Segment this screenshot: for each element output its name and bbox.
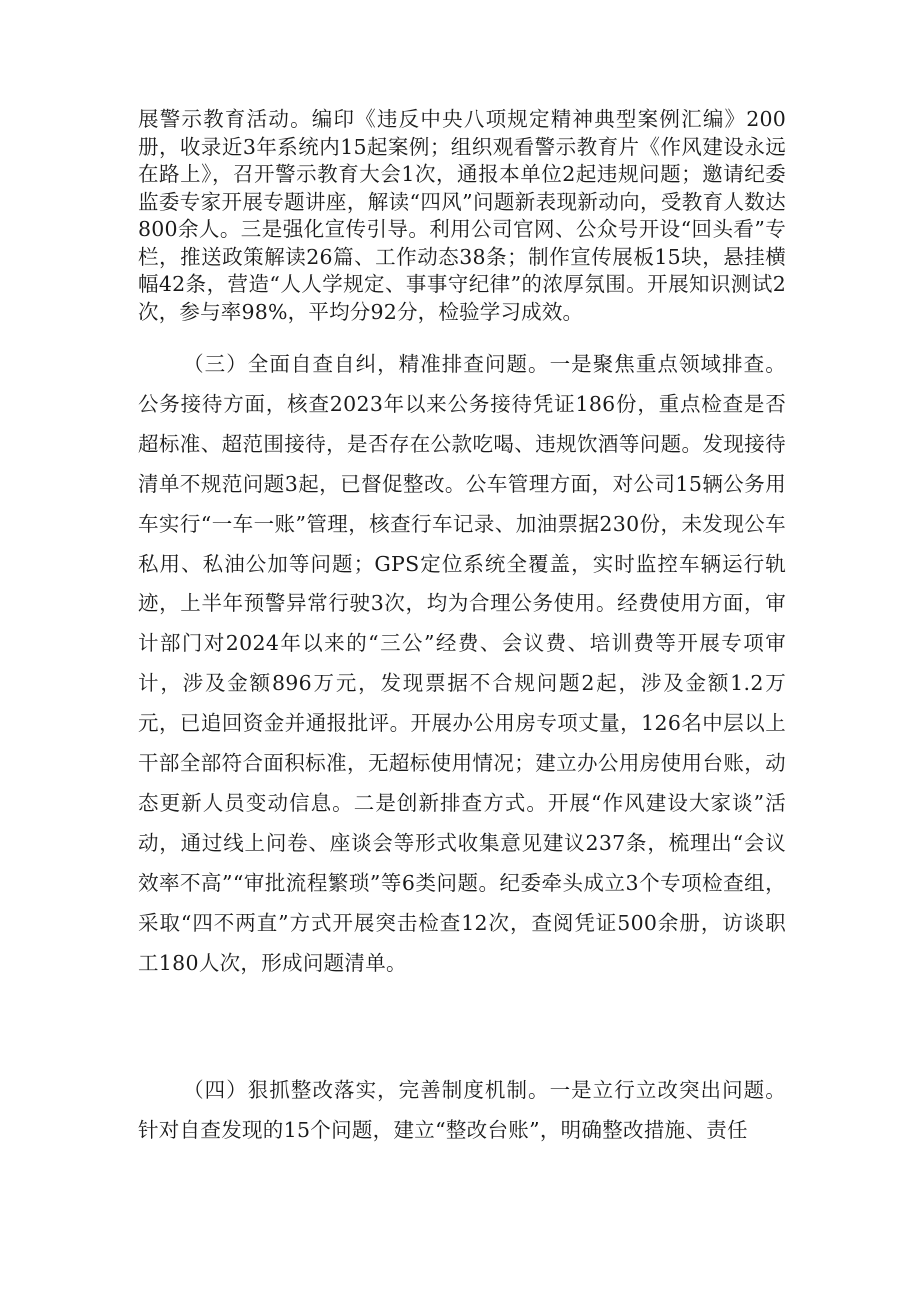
paragraph-warning-education: 展警示教育活动。编印《违反中央八项规定精神典型案例汇编》200册，收录近3年系统内15起案例；组织观看警示教育片《作风建设永远在路上》，召开警示教育大会1次，通报本单位2起违规问题；邀请纪委监委专家开展专题讲座，解读“四风”问题新表现新动向，受教育人数达800余人。三是强化宣传引导。利用公司官网、公众号开设“回头看”专栏，推送政策解读26篇、工作动态38条；制作宣传展板15块，悬挂横幅42条，营造“人人学规定、事事守纪律”的浓厚氛围。开展知识测试2次，参与率98%，平均分92分，检验学习成效。 <box>138 107 786 324</box>
paragraph-rectification: （四）狠抓整改落实，完善制度机制。一是立行立改突出问题。针对自查发现的15个问题，建立“整改台账”，明确整改措施、责任 <box>138 1078 786 1142</box>
paragraph-self-inspection: （三）全面自查自纠，精准排查问题。一是聚焦重点领域排查。公务接待方面，核查2023年以来公务接待凭证186份，重点检查是否超标准、超范围接待，是否存在公款吃喝、违规饮酒等问题。发现接待清单不规范问题3起，已督促整改。公车管理方面，对公司15辆公务用车实行“一车一账”管理，核查行车记录、加油票据230份，未发现公车私用、私油公加等问题；GPS定位系统全覆盖，实时监控车辆运行轨迹，上半年预警异常行驶3次，均为合理公务使用。经费使用方面，审计部门对2024年以来的“三公”经费、会议费、培训费等开展专项审计，涉及金额896万元，发现票据不合规问题2起，涉及金额1.2万元，已追回资金并通报批评。开展办公用房专项丈量，126名中层以上干部全部符合面积标准，无超标使用情况；建立办公用房使用台账，动态更新人员变动信息。二是创新排查方式。开展“作风建设大家谈”活动，通过线上问卷、座谈会等形式收集意见建议237条，梳理出“会议效率不高”“审批流程繁琐”等6类问题。纪委牵头成立3个专项检查组，采取“四不两直”方式开展突击检查12次，查阅凭证500余册，访谈职工180人次，形成问题清单。 <box>138 352 786 975</box>
